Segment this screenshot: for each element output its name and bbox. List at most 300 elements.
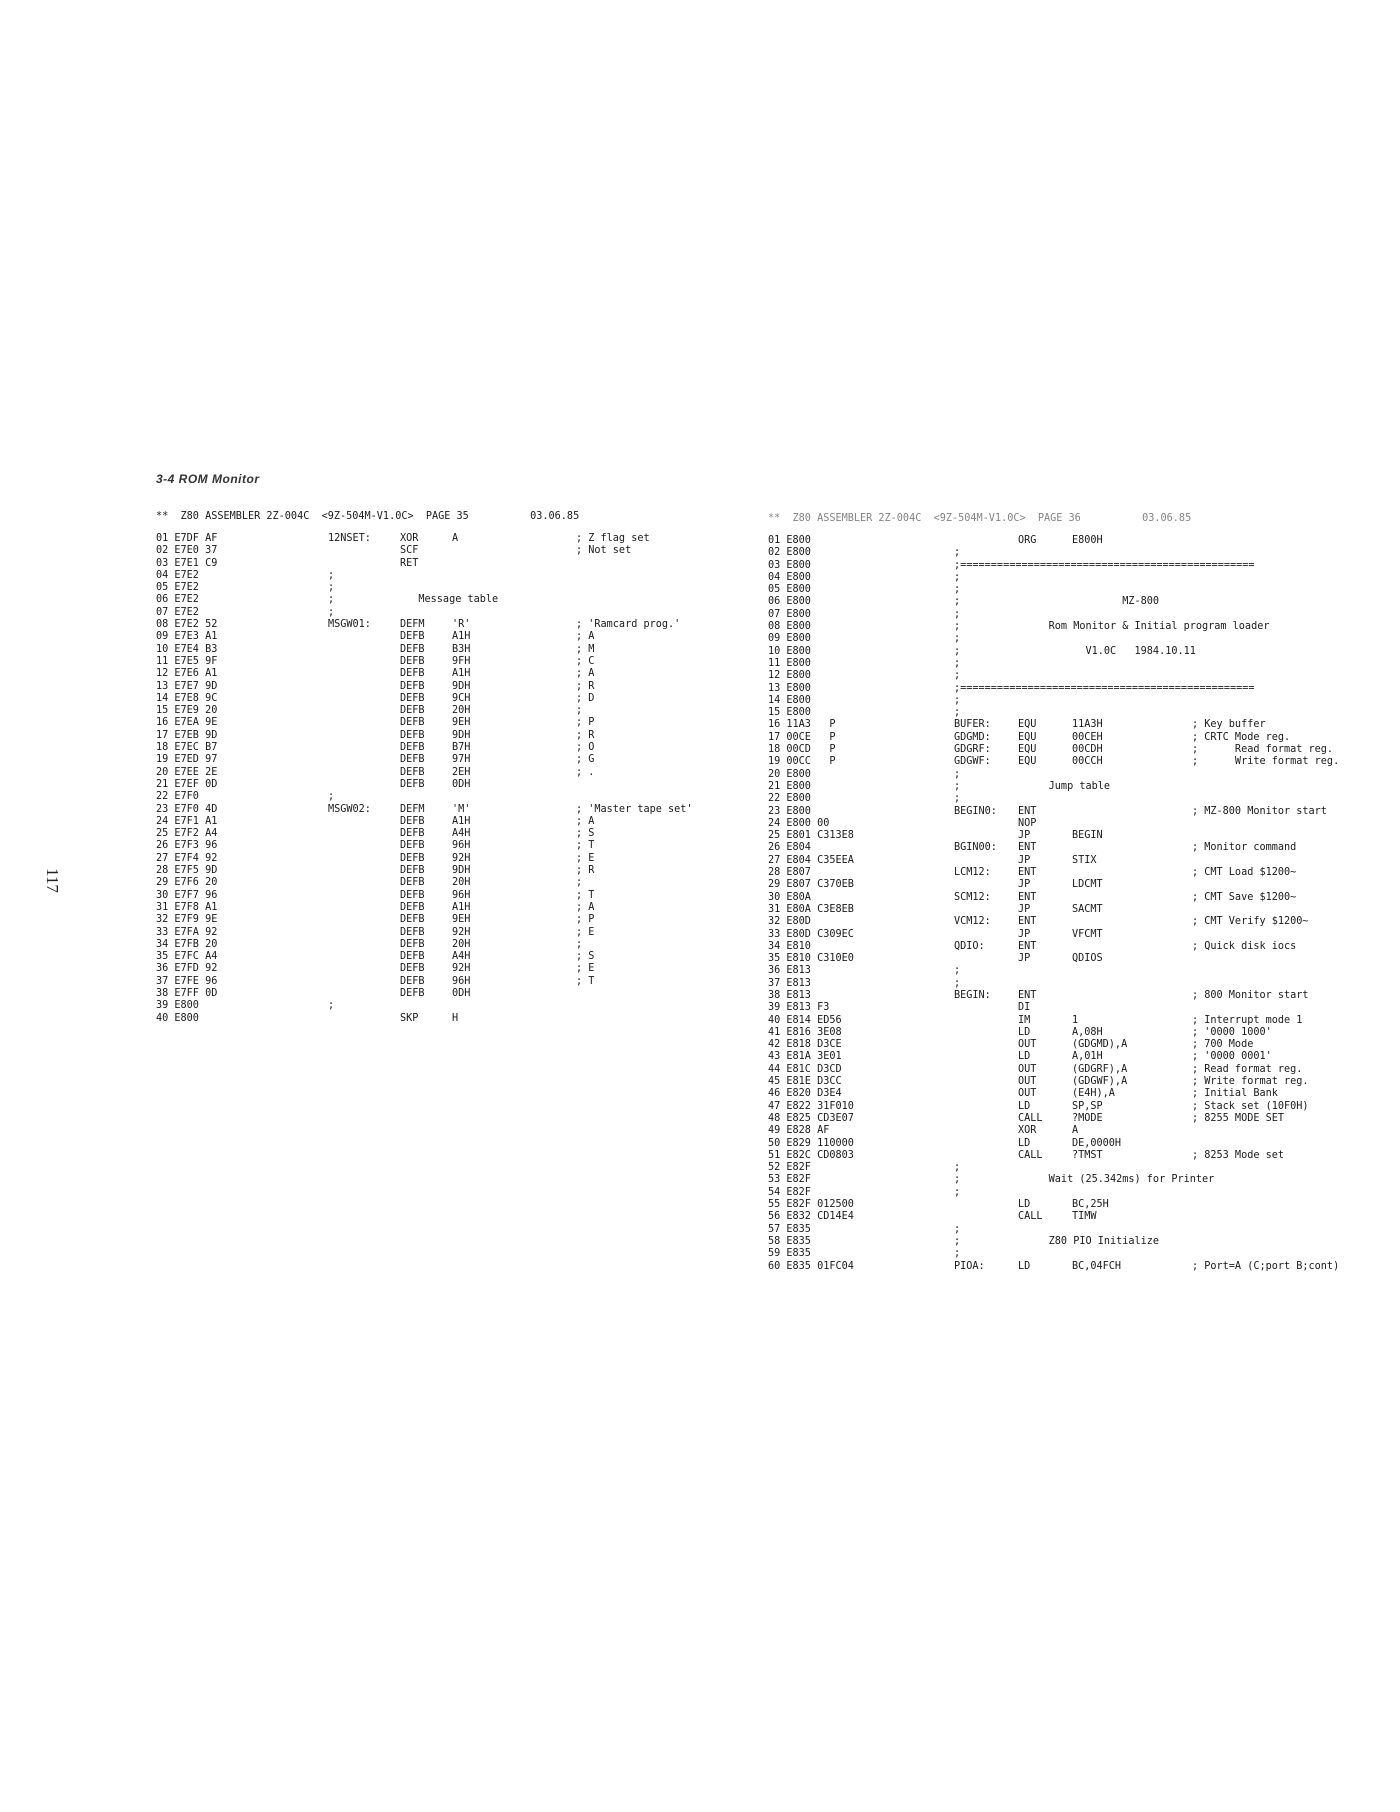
code-line-label: ;	[954, 768, 961, 780]
code-line-address: 53 E82F	[768, 1174, 811, 1186]
code-line	[156, 865, 693, 877]
code-line-label: LCM12:	[954, 867, 991, 879]
code-line-opcode: EQU	[1018, 744, 1037, 756]
code-line	[768, 990, 1339, 1002]
code-line-operand: STIX	[1072, 854, 1097, 866]
code-line-comment: ; A	[576, 815, 595, 827]
code-line-comment: ; T	[576, 840, 595, 852]
code-line-label: GDGWF:	[954, 756, 991, 768]
code-line-operand: A4H	[452, 951, 471, 963]
code-line-opcode: V1.0C 1984.10.11	[1018, 645, 1196, 657]
code-line-address: 52 E82F	[768, 1162, 811, 1174]
code-line-operand: 20H	[452, 938, 471, 950]
code-line	[156, 681, 693, 693]
code-line-opcode: DEFB	[400, 655, 425, 667]
code-line-address: 10 E800	[768, 645, 811, 657]
code-line-label: ;	[328, 582, 335, 594]
code-line-comment: ; Interrupt mode 1	[1192, 1014, 1303, 1026]
code-line	[768, 1113, 1339, 1125]
code-line-address: 10 E7E4 B3	[156, 643, 218, 655]
right-listing-header: ** Z80 ASSEMBLER 2Z-004C <9Z-504M-V1.0C> PAGE 36 03.06.85	[768, 513, 1192, 524]
code-line-opcode: DEFB	[400, 643, 425, 655]
code-line-comment: ; E	[576, 852, 595, 864]
code-line-address: 40 E814 ED56	[768, 1014, 842, 1026]
code-line-opcode: OUT	[1018, 1039, 1037, 1051]
code-line-opcode: LD	[1018, 1199, 1031, 1211]
code-line-label: ;	[954, 965, 961, 977]
code-line-address: 47 E822 31F010	[768, 1100, 854, 1112]
code-line-operand: 9DH	[452, 729, 471, 741]
code-line-operand: (GDGWF),A	[1072, 1076, 1128, 1088]
code-line-label: ;	[328, 594, 335, 606]
code-line-opcode: ENT	[1018, 989, 1037, 1001]
code-line-comment: ; 'Ramcard prog.'	[576, 619, 681, 631]
code-line-address: 50 E829 110000	[768, 1137, 854, 1149]
code-line	[768, 1002, 1339, 1014]
section-title: 3-4 ROM Monitor	[156, 472, 260, 486]
code-line-opcode: DEFB	[400, 705, 425, 717]
code-line-comment: ;	[576, 877, 583, 889]
code-line-operand: 0DH	[452, 778, 471, 790]
code-line-operand: 97H	[452, 754, 471, 766]
code-line-label: ;	[954, 645, 961, 657]
code-line	[768, 842, 1339, 854]
code-line-address: 39 E813 F3	[768, 1002, 830, 1014]
code-line-address: 25 E7F2 A4	[156, 828, 218, 840]
code-line-address: 30 E7F7 96	[156, 889, 218, 901]
code-line-address: 04 E7E2	[156, 569, 199, 581]
code-line-address: 25 E801 C313E8	[768, 830, 854, 842]
code-line-opcode: DEFB	[400, 692, 425, 704]
code-line	[768, 1187, 1339, 1199]
code-line	[768, 1076, 1339, 1088]
code-line-address: 54 E82F	[768, 1186, 811, 1198]
code-line-comment: ; Z flag set	[576, 533, 650, 544]
code-line-comment: ; Key buffer	[1192, 719, 1266, 731]
code-line-address: 05 E7E2	[156, 582, 199, 594]
code-line-opcode: JP	[1018, 830, 1031, 842]
code-line-address: 07 E800	[768, 608, 811, 620]
code-line-address: 34 E810	[768, 940, 811, 952]
code-line	[156, 644, 693, 656]
code-line	[768, 584, 1339, 596]
code-line-address: 18 00CD P	[768, 744, 836, 756]
code-line-opcode: Wait (25.342ms) for Printer	[1018, 1174, 1215, 1186]
code-line-address: 08 E800	[768, 621, 811, 633]
code-line-address: 16 11A3 P	[768, 719, 836, 731]
code-line-address: 46 E820 D3E4	[768, 1088, 842, 1100]
code-line	[768, 560, 1339, 572]
code-line-operand: A	[1072, 1125, 1079, 1137]
code-line-opcode: DEFB	[400, 926, 425, 938]
code-line	[156, 631, 693, 643]
code-line	[768, 929, 1339, 941]
code-line	[156, 558, 693, 570]
code-line-address: 23 E7F0 4D	[156, 803, 218, 815]
code-line	[156, 607, 693, 619]
code-line-opcode: DEFB	[400, 631, 425, 643]
code-line-label: ;	[954, 608, 961, 620]
code-line-opcode: IM	[1018, 1014, 1031, 1026]
code-line	[768, 1162, 1339, 1174]
code-line-operand: B3H	[452, 643, 471, 655]
code-line-label: ;	[954, 1235, 961, 1247]
code-line	[156, 779, 693, 791]
code-line-comment: ; Quick disk iocs	[1192, 940, 1297, 952]
code-line	[156, 582, 693, 594]
code-line-operand: A1H	[452, 668, 471, 680]
code-line	[768, 1199, 1339, 1211]
code-line-opcode: DEFB	[400, 865, 425, 877]
code-line-comment: ; C	[576, 655, 595, 667]
code-line-label: ;	[954, 547, 961, 559]
code-line-comment: ; Read format reg.	[1192, 1063, 1303, 1075]
code-line-operand: 00CDH	[1072, 744, 1103, 756]
code-line	[768, 781, 1339, 793]
code-line-address: 31 E7F8 A1	[156, 901, 218, 913]
code-line-opcode: DEFB	[400, 901, 425, 913]
code-line	[768, 941, 1339, 953]
code-line-opcode: DEFM	[400, 619, 425, 631]
code-line	[768, 732, 1339, 744]
left-listing-lines	[156, 533, 693, 1025]
code-line	[156, 927, 693, 939]
code-line-operand: 2EH	[452, 766, 471, 778]
code-line	[156, 533, 693, 545]
code-line-opcode: XOR	[1018, 1125, 1037, 1137]
code-line-address: 09 E800	[768, 633, 811, 645]
code-line-operand: 92H	[452, 963, 471, 975]
code-line-opcode: ENT	[1018, 805, 1037, 817]
code-line-address: 12 E800	[768, 670, 811, 682]
code-line	[768, 1150, 1339, 1162]
code-line-operand: (E4H),A	[1072, 1088, 1115, 1100]
code-line	[768, 1236, 1339, 1248]
code-line-address: 02 E7E0 37	[156, 545, 218, 557]
code-line-opcode: LD	[1018, 1051, 1031, 1063]
code-line	[768, 658, 1339, 670]
code-line-opcode: DEFB	[400, 951, 425, 963]
code-line-operand: A,01H	[1072, 1051, 1103, 1063]
code-line-operand: 0DH	[452, 987, 471, 999]
code-line-operand: 96H	[452, 889, 471, 901]
code-line	[156, 988, 693, 1000]
code-line	[156, 804, 693, 816]
code-line-operand: VFCMT	[1072, 928, 1103, 940]
code-line	[768, 855, 1339, 867]
code-line-opcode: DEFB	[400, 828, 425, 840]
code-line-label: ;================================================	[954, 559, 1255, 571]
code-line-comment: ; 700 Mode	[1192, 1039, 1254, 1051]
code-line-opcode: DEFB	[400, 914, 425, 926]
code-line-operand: 9EH	[452, 914, 471, 926]
code-line-address: 45 E81E D3CC	[768, 1076, 842, 1088]
code-line-comment: ; M	[576, 643, 595, 655]
code-line-address: 24 E800 00	[768, 817, 830, 829]
code-line	[768, 707, 1339, 719]
code-line-operand: 96H	[452, 840, 471, 852]
code-line-opcode: RET	[400, 557, 419, 569]
code-line-operand: ?MODE	[1072, 1112, 1103, 1124]
code-line-address: 20 E800	[768, 768, 811, 780]
code-line	[156, 705, 693, 717]
code-line-address: 51 E82C CD0803	[768, 1149, 854, 1161]
code-line	[768, 1027, 1339, 1039]
code-line-address: 30 E80A	[768, 891, 811, 903]
code-line	[768, 670, 1339, 682]
code-line-comment: ; R	[576, 865, 595, 877]
code-line-operand: TIMW	[1072, 1211, 1097, 1223]
code-line	[768, 621, 1339, 633]
code-line	[156, 976, 693, 988]
code-line-operand: A1H	[452, 631, 471, 643]
code-line-address: 28 E807	[768, 867, 811, 879]
code-line-opcode: DEFB	[400, 754, 425, 766]
code-line-opcode: DEFB	[400, 778, 425, 790]
code-line-operand: 92H	[452, 852, 471, 864]
code-line	[768, 953, 1339, 965]
code-line	[156, 951, 693, 963]
code-line-label: BUFER:	[954, 719, 991, 731]
code-line-address: 48 E825 CD3E07	[768, 1112, 854, 1124]
code-line	[768, 793, 1339, 805]
code-line	[768, 916, 1339, 928]
code-line-address: 55 E82F 012500	[768, 1199, 854, 1211]
code-line-address: 15 E7E9 20	[156, 705, 218, 717]
code-line-address: 39 E800	[156, 1000, 199, 1012]
code-line-opcode: MZ-800	[1018, 596, 1160, 608]
code-line	[768, 719, 1339, 731]
code-line-opcode: CALL	[1018, 1149, 1043, 1161]
code-line-opcode: DEFB	[400, 889, 425, 901]
code-line-opcode: LD	[1018, 1260, 1031, 1272]
code-line-opcode: JP	[1018, 953, 1031, 965]
code-line-address: 29 E807 C370EB	[768, 879, 854, 891]
code-line-opcode: ORG	[1018, 535, 1037, 546]
code-line-comment: ; D	[576, 692, 595, 704]
code-line-label: GDGMD:	[954, 731, 991, 743]
code-line	[768, 1064, 1339, 1076]
code-line-label: ;	[954, 596, 961, 608]
code-line	[768, 756, 1339, 768]
code-line-operand: E800H	[1072, 535, 1103, 546]
code-line-opcode: OUT	[1018, 1076, 1037, 1088]
code-line	[768, 1261, 1339, 1273]
code-line-opcode: DEFB	[400, 877, 425, 889]
code-line	[156, 742, 693, 754]
code-line-opcode: ENT	[1018, 842, 1037, 854]
code-line-address: 36 E813	[768, 965, 811, 977]
code-line-operand: BC,04FCH	[1072, 1260, 1122, 1272]
code-line	[768, 1174, 1339, 1186]
code-line-address: 08 E7E2 52	[156, 619, 218, 631]
code-line	[768, 744, 1339, 756]
code-line-opcode: EQU	[1018, 731, 1037, 743]
code-line-label: ;	[954, 670, 961, 682]
code-line	[768, 1015, 1339, 1027]
code-line	[156, 840, 693, 852]
code-line-address: 36 E7FD 92	[156, 963, 218, 975]
code-line-address: 41 E816 3E08	[768, 1026, 842, 1038]
code-line	[156, 963, 693, 975]
code-line-comment: ; R	[576, 680, 595, 692]
code-line-comment: ; R	[576, 729, 595, 741]
code-line-comment: ; P	[576, 717, 595, 729]
code-line-comment: ; .	[576, 766, 595, 778]
code-line	[768, 1039, 1339, 1051]
code-line-address: 35 E7FC A4	[156, 951, 218, 963]
code-line-address: 43 E81A 3E01	[768, 1051, 842, 1063]
code-line-opcode: LD	[1018, 1026, 1031, 1038]
code-line-address: 22 E7F0	[156, 791, 199, 803]
code-line	[156, 1013, 693, 1025]
code-line-address: 03 E800	[768, 559, 811, 571]
code-line-comment: ; CMT Save $1200~	[1192, 891, 1297, 903]
code-line	[768, 646, 1339, 658]
code-line-operand: H	[452, 1012, 459, 1024]
code-line-operand: 9EH	[452, 717, 471, 729]
code-line-address: 01 E800	[768, 535, 811, 546]
code-line-label: ;	[954, 977, 961, 989]
code-line-opcode: JP	[1018, 879, 1031, 891]
code-line	[768, 867, 1339, 879]
code-line-address: 27 E7F4 92	[156, 852, 218, 864]
code-line	[768, 572, 1339, 584]
code-line	[156, 693, 693, 705]
code-line	[156, 594, 693, 606]
code-line	[156, 717, 693, 729]
code-line-address: 07 E7E2	[156, 606, 199, 618]
code-line-comment: ; '0000 1000'	[1192, 1026, 1272, 1038]
code-line-label: ;	[954, 1162, 961, 1174]
code-line-comment: ; A	[576, 668, 595, 680]
code-line	[768, 695, 1339, 707]
code-line	[156, 914, 693, 926]
code-line	[156, 853, 693, 865]
code-line-label: ;	[328, 1000, 335, 1012]
code-line-operand: 9DH	[452, 865, 471, 877]
code-line	[768, 879, 1339, 891]
code-line-address: 14 E7E8 9C	[156, 692, 218, 704]
code-line-operand: A1H	[452, 901, 471, 913]
code-line-label: ;	[954, 1223, 961, 1235]
code-line	[768, 1248, 1339, 1260]
code-line-address: 17 00CE P	[768, 731, 836, 743]
code-line	[156, 545, 693, 557]
code-line-comment: ; Port=A (C;port B;cont)	[1192, 1260, 1340, 1272]
code-line-operand: BEGIN	[1072, 830, 1103, 842]
code-line-comment: ; 'Master tape set'	[576, 803, 693, 815]
code-line	[156, 828, 693, 840]
code-line-address: 16 E7EA 9E	[156, 717, 218, 729]
code-line-operand: SACMT	[1072, 903, 1103, 915]
code-line	[768, 892, 1339, 904]
code-line-address: 56 E832 CD14E4	[768, 1211, 854, 1223]
code-line-address: 26 E804	[768, 842, 811, 854]
code-line-opcode: DI	[1018, 1002, 1031, 1014]
code-line-address: 06 E800	[768, 596, 811, 608]
code-line-address: 19 00CC P	[768, 756, 836, 768]
code-line-operand: 96H	[452, 975, 471, 987]
code-line-address: 37 E7FE 96	[156, 975, 218, 987]
code-line-address: 13 E7E7 9D	[156, 680, 218, 692]
code-line-comment: ; E	[576, 926, 595, 938]
code-line-address: 57 E835	[768, 1223, 811, 1235]
code-line	[768, 1051, 1339, 1063]
code-line-opcode: Jump table	[1018, 780, 1111, 792]
code-line-opcode: XOR	[400, 533, 419, 544]
code-line-address: 59 E835	[768, 1248, 811, 1260]
code-line-opcode: DEFB	[400, 987, 425, 999]
code-line-label: ;	[954, 1186, 961, 1198]
code-line-comment: ; Monitor command	[1192, 842, 1297, 854]
code-line	[156, 619, 693, 631]
code-line-address: 49 E828 AF	[768, 1125, 830, 1137]
code-line-operand: A4H	[452, 828, 471, 840]
code-line-comment: ; S	[576, 828, 595, 840]
code-line-address: 01 E7DF AF	[156, 533, 218, 544]
code-line	[156, 939, 693, 951]
code-line-label: BEGIN:	[954, 989, 991, 1001]
code-line-opcode: DEFB	[400, 975, 425, 987]
code-line-comment: ; G	[576, 754, 595, 766]
code-line-operand: (GDGMD),A	[1072, 1039, 1128, 1051]
code-line	[768, 596, 1339, 608]
code-line-label: ;	[328, 791, 335, 803]
code-line-opcode: DEFB	[400, 680, 425, 692]
code-line-opcode: DEFM	[400, 803, 425, 815]
code-line	[156, 668, 693, 680]
code-line-address: 40 E800	[156, 1012, 199, 1024]
code-line	[768, 1224, 1339, 1236]
code-line-opcode: OUT	[1018, 1063, 1037, 1075]
code-line	[768, 965, 1339, 977]
code-line	[156, 767, 693, 779]
code-line-opcode: DEFB	[400, 766, 425, 778]
code-line-operand: 20H	[452, 705, 471, 717]
code-line	[768, 609, 1339, 621]
code-line-address: 35 E810 C310E0	[768, 953, 854, 965]
code-line-label: VCM12:	[954, 916, 991, 928]
code-line-opcode: DEFB	[400, 729, 425, 741]
code-line	[768, 806, 1339, 818]
code-line-address: 42 E818 D3CE	[768, 1039, 842, 1051]
code-line-address: 32 E7F9 9E	[156, 914, 218, 926]
code-line-comment: ; Not set	[576, 545, 632, 557]
code-line-comment: ; T	[576, 889, 595, 901]
code-line-address: 31 E80A C3E8EB	[768, 903, 854, 915]
code-line-opcode: Rom Monitor & Initial program loader	[1018, 621, 1270, 633]
code-line	[156, 1000, 693, 1012]
code-line-address: 09 E7E3 A1	[156, 631, 218, 643]
code-line-address: 26 E7F3 96	[156, 840, 218, 852]
code-line-label: ;	[954, 793, 961, 805]
code-line-comment: ; T	[576, 975, 595, 987]
code-line-label: PIOA:	[954, 1260, 985, 1272]
code-line	[156, 656, 693, 668]
code-line-operand: 20H	[452, 877, 471, 889]
code-line-address: 23 E800	[768, 805, 811, 817]
code-line-address: 33 E80D C309EC	[768, 928, 854, 940]
code-line-opcode: SKP	[400, 1012, 419, 1024]
code-line-opcode: DEFB	[400, 668, 425, 680]
code-line-opcode: DEFB	[400, 963, 425, 975]
code-line-comment: ; CMT Load $1200~	[1192, 867, 1297, 879]
code-line-address: 04 E800	[768, 571, 811, 583]
code-line-address: 32 E80D	[768, 916, 811, 928]
code-line-address: 13 E800	[768, 682, 811, 694]
code-line-comment: ; Write format reg.	[1192, 1076, 1309, 1088]
